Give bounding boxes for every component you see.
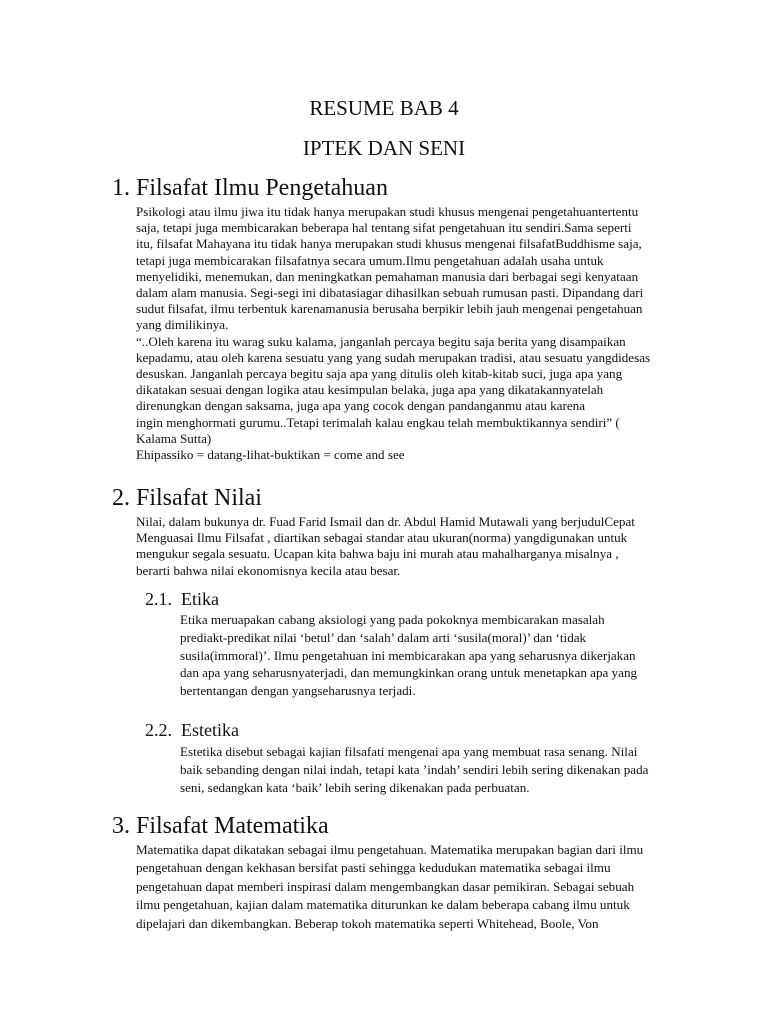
text-line: Etika meruapakan cabang aksiologi yang pada pokoknya membicarakan masalah: [180, 612, 605, 627]
subsection-number: 2.1.: [145, 589, 172, 609]
text-line: baik sebanding dengan nilai indah, tetapi kata ’indah’ sendiri lebih sering dikenakan pada: [180, 761, 649, 777]
text-line: seni, sedangkan kata ‘baik’ lebih sering dikenakan pada perbuatan.: [180, 779, 530, 795]
text-line: bertentangan dengan yangseharusnya terjadi.: [180, 683, 416, 699]
text-line: dipelajari dan dikembangkan. Beberap tokoh matematika seperti Whitehead, Boole, Von: [136, 915, 599, 931]
subsection-2-1-body: [180, 611, 637, 700]
text-line: dan apa yang seharusnyaterjadi, dan memungkinkan orang untuk menetapkan apa yang: [180, 665, 638, 681]
document-subtitle: IPTEK DAN SENI: [302, 136, 466, 160]
text-line: menyelidiki, menemukan, dan meningkatkan pemahaman manusia dari berbagai segi kenyataan: [136, 268, 639, 284]
section-title: Filsafat Ilmu Pengetahuan: [136, 175, 388, 201]
text-line: Ehipassiko = datang-lihat-buktikan = come and see: [136, 447, 405, 463]
subsection-heading-2-2: [145, 719, 239, 741]
subsection-2-2-body: [180, 743, 648, 796]
text-line: dalam alam manusia. Segi-segi ini dibatasiagar dihasilkan sebuah rumusan pasti. Dipandang dari: [136, 285, 644, 301]
text-line: “..Oleh karena itu warag suku kalama, janganlah percaya begitu saja berita yang disampaikan: [136, 333, 626, 349]
text-line: direnungkan dengan saksama, juga apa yang cocok dengan pandanganmu atau karena: [136, 398, 586, 414]
text-line: prediakt-predikat nilai ‘betul’ dan ‘salah’ dalam arti ‘susila(moral)’ dan ‘tidak: [180, 629, 587, 645]
text-line: sudut filsafat, ilmu terbentuk karenamanusia berusaha berpikir lebih jauh mengenai pengetahuan: [136, 301, 643, 317]
text-line: dikatakan sesuai dengan logika atau kesimpulan belaka, juga apa yang dikatakannyatelah: [136, 382, 604, 398]
section-1-body: [136, 204, 650, 463]
text-line: tetapi juga membicarakan filsafatnya secara umum.Ilmu pengetahuan adalah usaha untuk: [136, 252, 604, 268]
section-heading-2: [112, 484, 262, 512]
text-line: berarti bahwa nilai ekonomisnya kecila atau besar.: [136, 562, 401, 578]
section-title: Filsafat Nilai: [136, 485, 262, 511]
subsection-title: Estetika: [181, 720, 239, 740]
text-line: saja, tetapi juga membicarakan beberapa hal tentang sifat pengetahuan itu sendiri.Sama seperti: [136, 220, 632, 236]
text-line: itu, filsafat Mahayana itu tidak hanya merupakan studi khusus mengenai filsafatBuddhisme saja,: [136, 236, 642, 252]
text-line: Psikologi atau ilmu jiwa itu tidak hanya merupakan studi khusus mengenai pengetahuantertentu: [136, 204, 639, 219]
section-title: Filsafat Matematika: [136, 813, 329, 839]
text-line: Kalama Sutta): [136, 430, 212, 446]
section-number: 3.: [112, 813, 130, 839]
subsection-title: Etika: [181, 589, 219, 609]
text-line: kepadamu, atau oleh karena sesuatu yang yang sudah merupakan tradisi, atau sesuatu yangdidesas: [136, 349, 651, 365]
text-line: yang dimilikinya.: [136, 317, 229, 333]
section-2-body: [136, 514, 635, 579]
document-title: RESUME BAB 4: [309, 96, 459, 120]
section-3-body: [136, 841, 643, 933]
subsection-number: 2.2.: [145, 720, 172, 740]
text-line: mengukur segala sesuatu. Ucapan kita bahwa baju ini murah atau mahalharganya misalnya ,: [136, 546, 619, 562]
text-line: pengetahuan dengan kekhasan bersifat pasti sehingga kedudukan matematika sebagai ilmu: [136, 860, 611, 876]
text-line: ilmu pengetahuan, kajian dalam matematika diturunkan ke dalam beberapa cabang ilmu untuk: [136, 897, 630, 913]
text-line: desuskan. Janganlah percaya begitu saja apa yang ditulis oleh kitab-kitab suci, juga apa yang: [136, 366, 623, 382]
section-heading-3: [112, 812, 329, 840]
section-number: 1.: [112, 175, 130, 201]
text-line: Estetika disebut sebagai kajian filsafati mengenai apa yang membuat rasa senang. Nilai: [180, 744, 638, 759]
text-line: ingin menghormati gurumu..Tetapi terimalah kalau engkau telah membuktikannya sendiri” (: [136, 414, 620, 430]
section-number: 2.: [112, 485, 130, 511]
text-line: Matematika dapat dikatakan sebagai ilmu pengetahuan. Matematika merupakan bagian dari ilmu: [136, 842, 644, 857]
text-line: susila(immoral)’. Ilmu pengetahuan ini membicarakan apa yang seharusnya dikerjakan: [180, 647, 636, 663]
text-line: Nilai, dalam bukunya dr. Fuad Farid Ismail dan dr. Abdul Hamid Mutawali yang berjudulCepat: [136, 514, 635, 529]
text-line: pengetahuan dapat memberi inspirasi dalam mengembangkan dasar pemikiran. Sebagai sebuah: [136, 878, 635, 894]
section-heading-1: [112, 174, 388, 202]
subsection-heading-2-1: [145, 588, 219, 610]
text-line: Menguasai Ilmu Filsafat , diartikan sebagai standar atau ukuran(norma) yangdigunakan untuk: [136, 530, 628, 546]
